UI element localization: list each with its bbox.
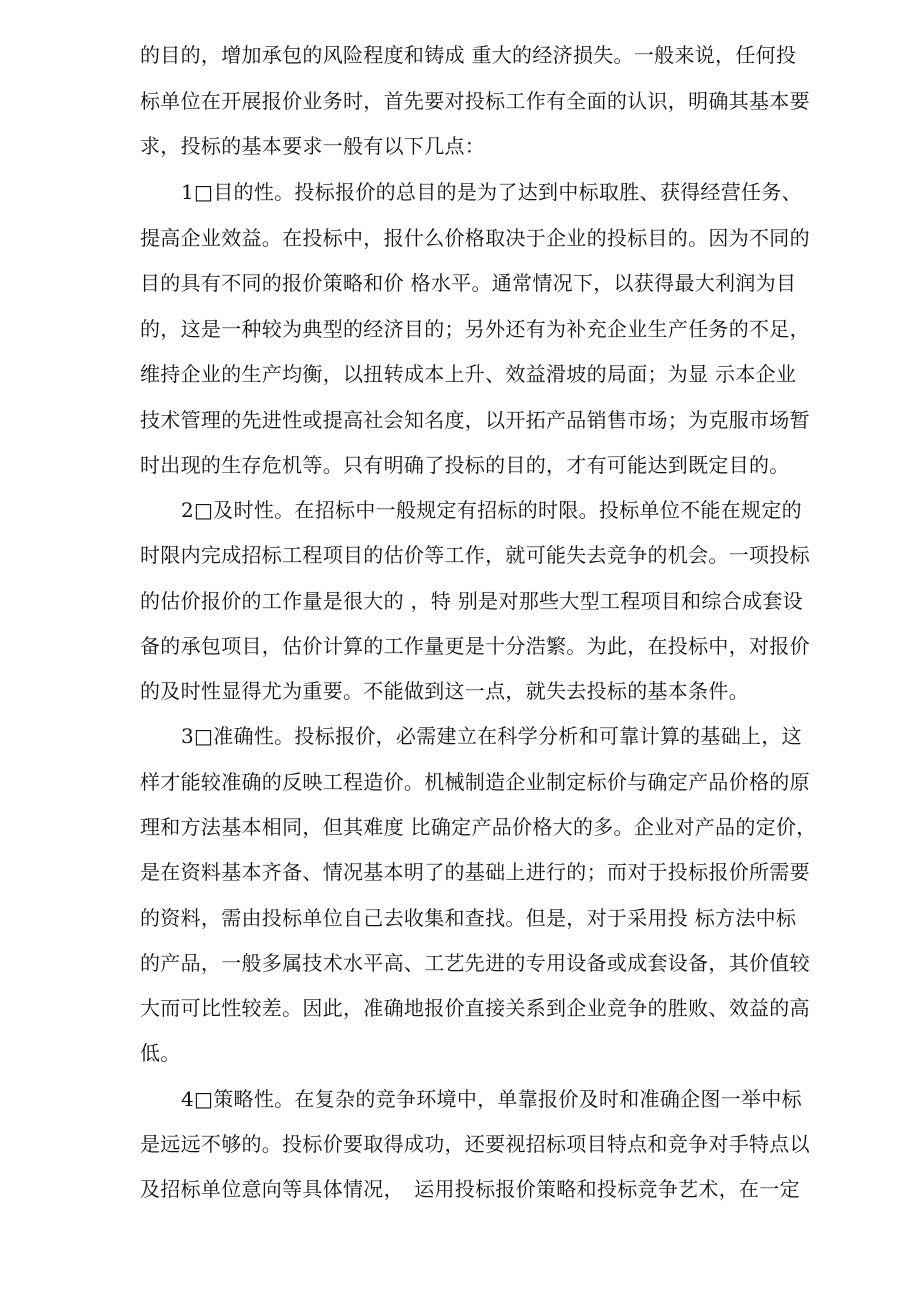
text-line: 样才能较准确的反映工程造价。机械制造企业制定标价与确定产品价格的原 (140, 770, 810, 794)
text-line: 标单位在开展报价业务时，首先要对投标工作有全面的认识，明确其基本要 (140, 89, 810, 113)
text-line: 时出现的生存危机等。只有明确了投标的目的，才有可能达到既定目的。 (140, 453, 790, 477)
list-item-heading-3: 3□准确性。投标报价，必需建立在科学分析和可靠计算的基础上，这 (181, 724, 802, 748)
text-line: 维持企业的生产均衡，以扭转成本上升、效益滑坡的局面；为显 示本企业 (140, 362, 797, 386)
text-line: 低。 (140, 1041, 181, 1065)
text-line: 求，投标的基本要求一般有以下几点： (140, 134, 486, 158)
text-line: 技术管理的先进性或提高社会知名度，以开拓产品销售市场；为克服市场暂 (140, 408, 810, 432)
text-line: 是在资料基本齐备、情况基本明了的基础上进行的；而对于投标报价所需要 (140, 860, 810, 884)
text-line: 备的承包项目，估价计算的工作量更是十分浩繁。为此，在投标中，对报价 (140, 634, 810, 658)
text-line: 目的具有不同的报价策略和价 格水平。通常情况下，以获得最大利润为目 (140, 271, 797, 295)
text-line: 提高企业效益。在投标中，报什么价格取决于企业的投标目的。因为不同的 (140, 226, 810, 250)
text-line: 是远远不够的。投标价要取得成功，还要视招标项目特点和竞争对手特点以 (140, 1132, 810, 1156)
text-line: 的产品，一般多属技术水平高、工艺先进的专用设备或成套设备，其价值较 (140, 951, 810, 975)
text-line: 的目的，增加承包的风险程度和铸成 重大的经济损失。一般来说，任何投 (140, 43, 797, 67)
text-line: 的估价报价的工作量是很大的 ，特 别是对那些大型工程项目和综合成套设 (140, 589, 803, 613)
text-line: 的及时性显得尤为重要。不能做到这一点，就失去投标的基本条件。 (140, 679, 749, 703)
text-line: 大而可比性较差。因此，准确地报价直接关系到企业竞争的胜败、效益的高 (140, 996, 810, 1020)
text-line: 时限内完成招标工程项目的估价等工作，就可能失去竞争的机会。一项投标 (140, 543, 810, 567)
text-line: 理和方法基本相同，但其难度 比确定产品价格大的多。企业对产品的定价， (140, 815, 817, 839)
text-line: 的，这是一种较为典型的经济目的；另外还有为补充企业生产任务的不足， (140, 317, 810, 341)
text-line: 及招标单位意向等具体情况， 运用投标报价策略和投标竞争艺术，在一定 (140, 1177, 800, 1201)
list-item-heading-4: 4□策略性。在复杂的竞争环境中，单靠报价及时和准确企图一举中标 (181, 1087, 802, 1111)
list-item-heading-1: 1□目的性。投标报价的总目的是为了达到中标取胜、获得经营任务、 (181, 180, 802, 204)
list-item-heading-2: 2□及时性。在招标中一般规定有招标的时限。投标单位不能在规定的 (181, 498, 802, 522)
text-line: 的资料，需由投标单位自己去收集和查找。但是，对于采用投 标方法中标 (140, 906, 797, 930)
